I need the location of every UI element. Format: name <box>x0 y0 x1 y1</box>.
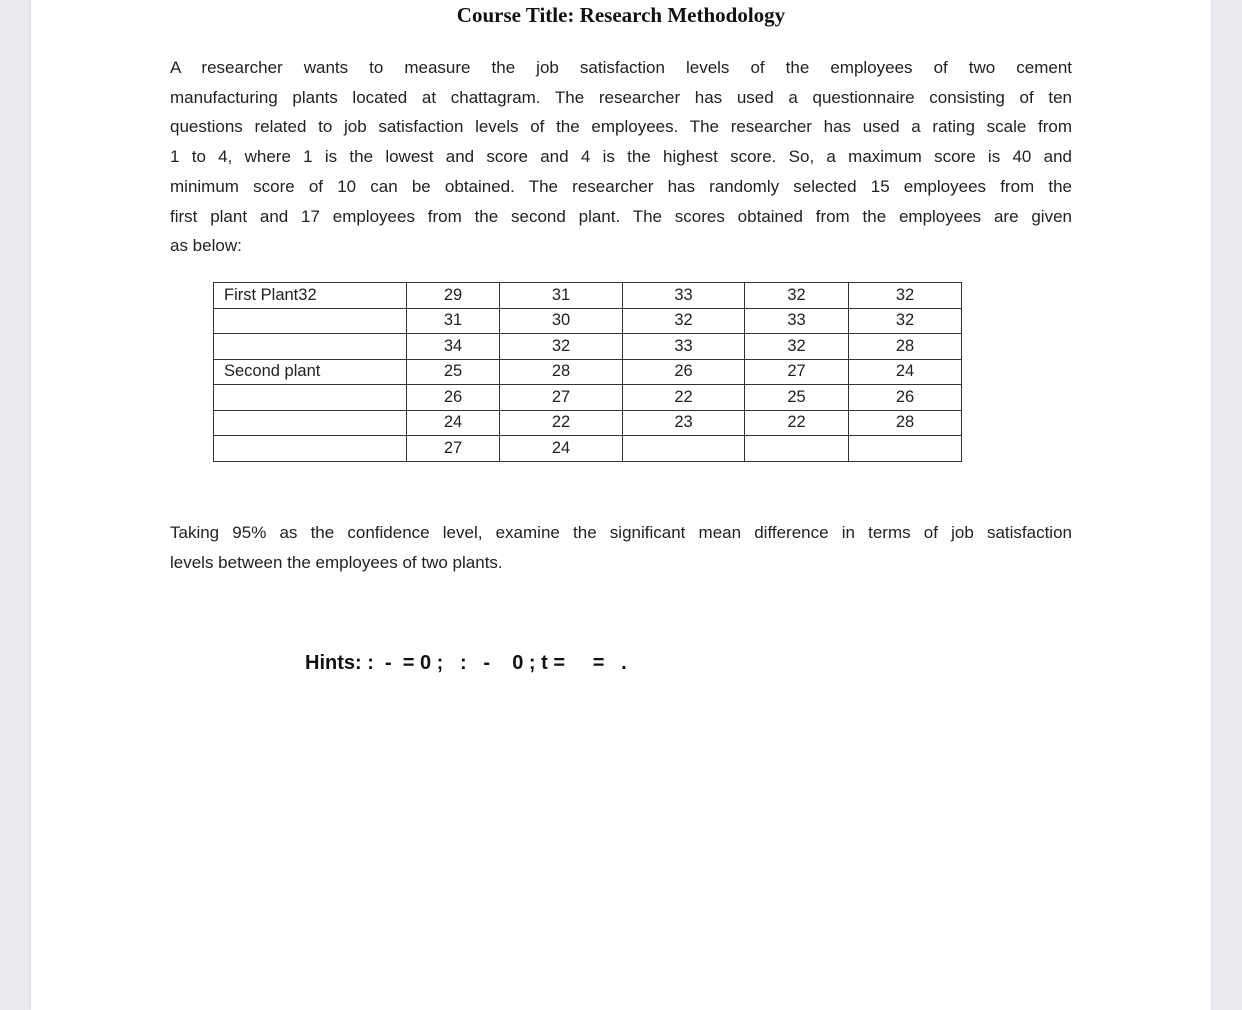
problem-paragraph <box>170 53 1072 261</box>
score-cell: 24 <box>849 359 962 385</box>
score-cell: 24 <box>500 436 623 462</box>
score-cell: 33 <box>623 334 745 360</box>
row-label-cell <box>214 308 407 334</box>
row-label-cell <box>214 410 407 436</box>
row-label-cell <box>214 385 407 411</box>
score-cell: 26 <box>623 359 745 385</box>
score-cell: 32 <box>623 308 745 334</box>
score-cell: 26 <box>407 385 500 411</box>
score-cell: 27 <box>407 436 500 462</box>
score-cell <box>745 436 849 462</box>
score-cell: 22 <box>623 385 745 411</box>
score-cell: 32 <box>849 308 962 334</box>
score-cell: 26 <box>849 385 962 411</box>
course-title: Course Title: Research Methodology <box>456 3 786 27</box>
score-cell: 34 <box>407 334 500 360</box>
table-row <box>214 385 962 411</box>
score-cell: 22 <box>745 410 849 436</box>
hints-line: Hints: : - = 0 ; : - 0 ; t = = . <box>305 652 627 674</box>
paragraph-line: questions related to job satisfaction levels of the employees. The researcher has used a rating scale from <box>170 117 1072 137</box>
score-cell: 30 <box>500 308 623 334</box>
score-cell: 31 <box>500 283 623 309</box>
score-cell: 27 <box>745 359 849 385</box>
table-row <box>214 436 962 462</box>
score-cell: 28 <box>849 410 962 436</box>
score-cell <box>623 436 745 462</box>
paragraph-line: manufacturing plants located at chattagram. The researcher has used a questionnaire consisting of ten <box>170 87 1072 107</box>
score-cell: 33 <box>623 283 745 309</box>
score-cell: 32 <box>745 334 849 360</box>
score-cell: 32 <box>849 283 962 309</box>
row-label-cell <box>214 334 407 360</box>
row-label-cell <box>214 436 407 462</box>
paragraph-line: as below: <box>170 236 242 256</box>
score-cell: 25 <box>407 359 500 385</box>
paragraph-line: first plant and 17 employees from the second plant. The scores obtained from the employees are given <box>170 206 1072 226</box>
score-cell: 32 <box>500 334 623 360</box>
score-cell: 27 <box>500 385 623 411</box>
table-row <box>214 334 962 360</box>
table-row <box>214 283 962 309</box>
score-cell: 22 <box>500 410 623 436</box>
score-cell: 25 <box>745 385 849 411</box>
score-cell: 31 <box>407 308 500 334</box>
paragraph-line: levels between the employees of two plants. <box>170 552 503 572</box>
paragraph-line: minimum score of 10 can be obtained. The researcher has randomly selected 15 employees from the <box>170 176 1072 196</box>
table-row <box>214 410 962 436</box>
table-row <box>214 359 962 385</box>
question-paragraph <box>170 518 1072 577</box>
score-cell: 28 <box>849 334 962 360</box>
score-cell: 23 <box>623 410 745 436</box>
score-cell: 29 <box>407 283 500 309</box>
table-row <box>214 308 962 334</box>
score-cell: 28 <box>500 359 623 385</box>
score-cell: 32 <box>745 283 849 309</box>
score-cell: 24 <box>407 410 500 436</box>
paragraph-line: Taking 95% as the confidence level, examine the significant mean difference in terms of job satisfaction <box>170 523 1072 542</box>
row-label-cell: Second plant <box>214 359 407 385</box>
score-cell: 33 <box>745 308 849 334</box>
scores-table <box>213 282 962 462</box>
paragraph-line: A researcher wants to measure the job satisfaction levels of the employees of two cement <box>170 58 1072 77</box>
row-label-cell: First Plant32 <box>214 283 407 309</box>
score-cell <box>849 436 962 462</box>
paragraph-line: 1 to 4, where 1 is the lowest and score and 4 is the highest score. So, a maximum score is 40 and <box>170 147 1072 167</box>
